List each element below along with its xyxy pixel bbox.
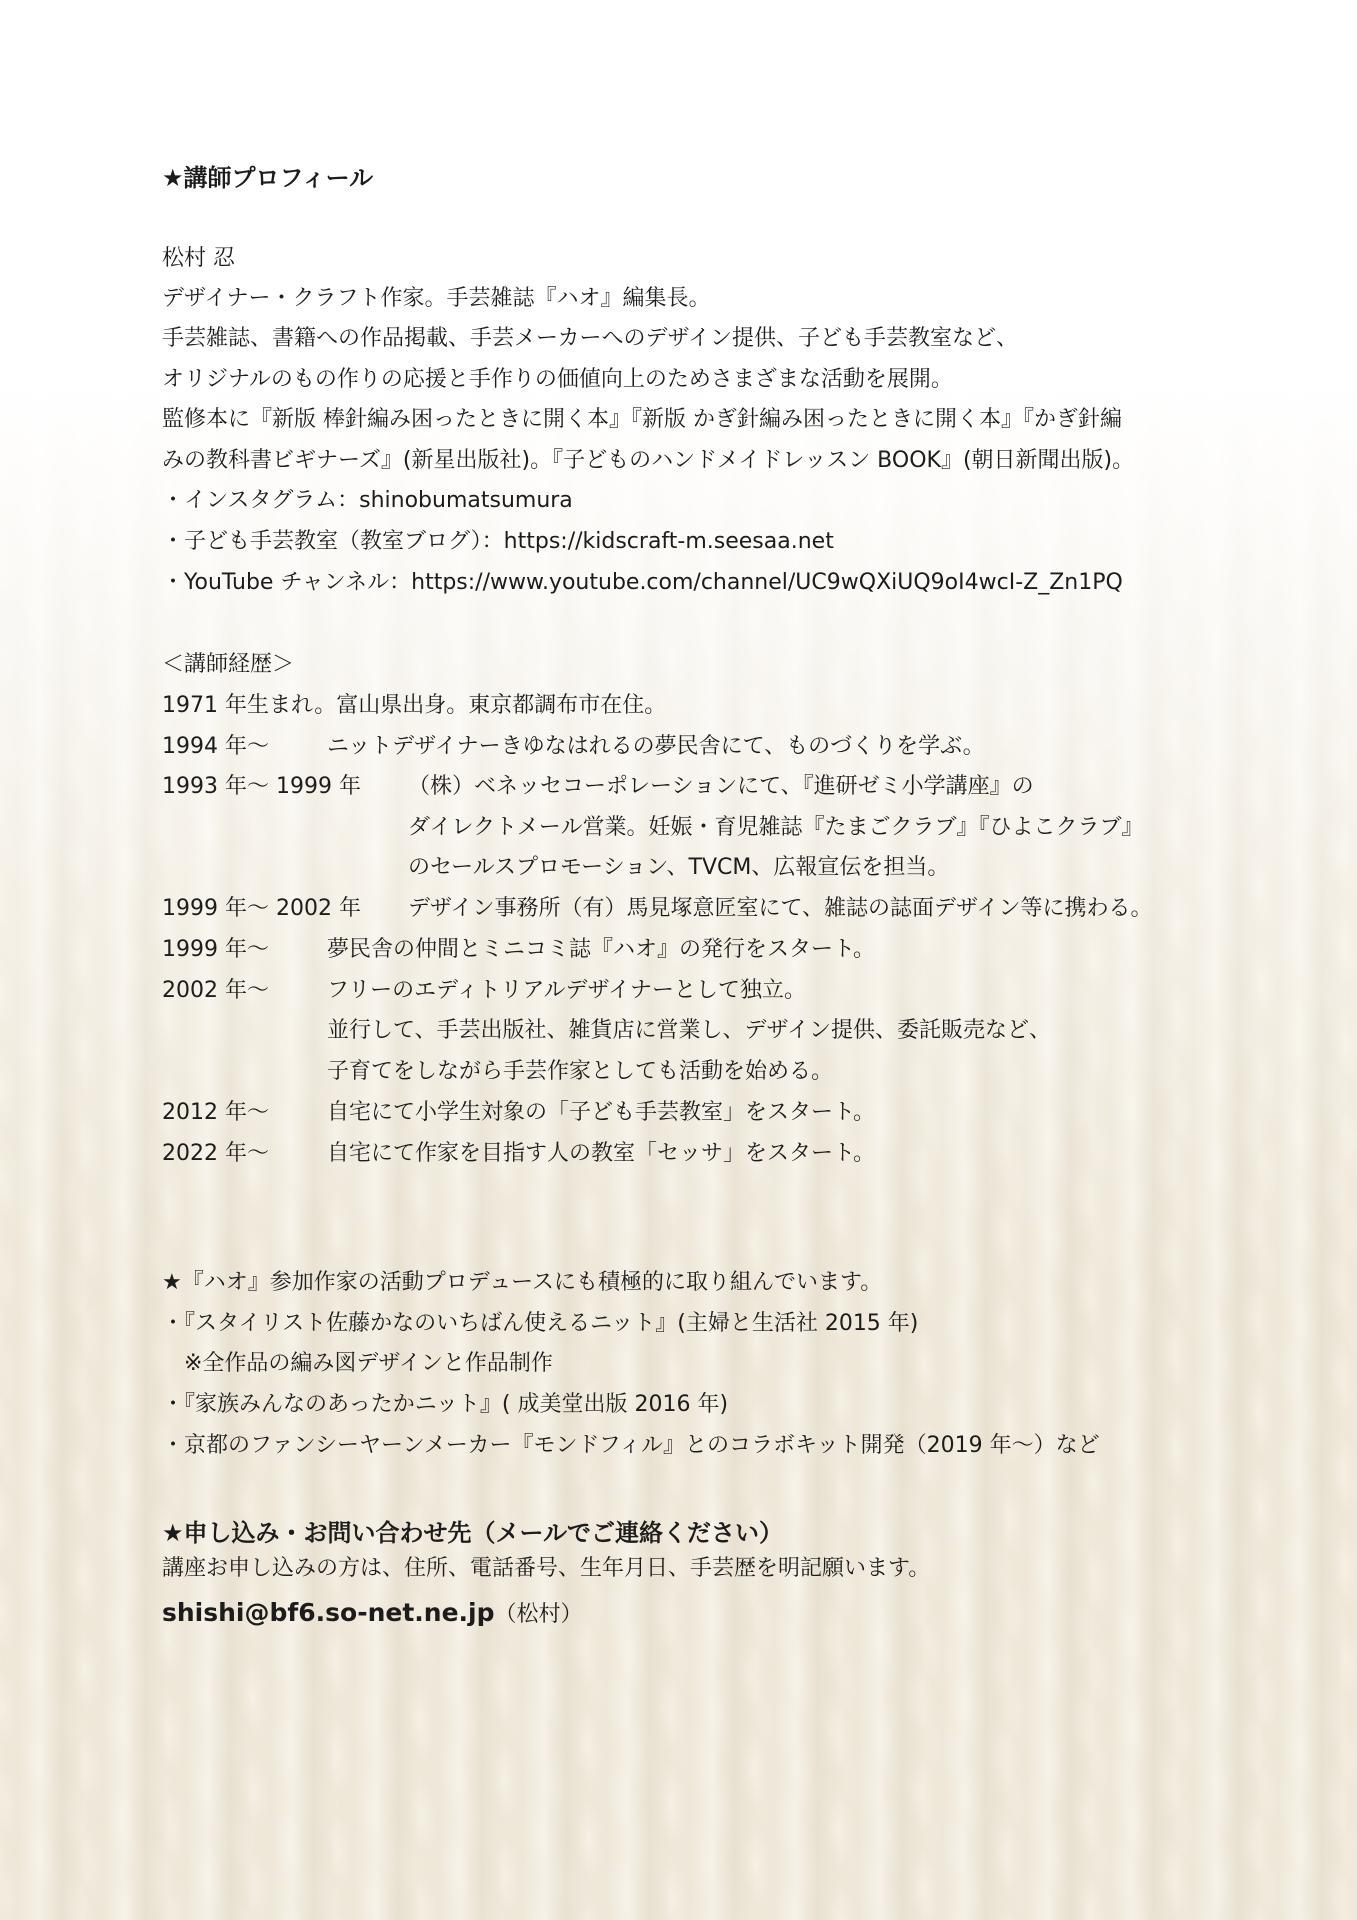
career-desc: フリーのエディトリアルデザイナーとして独立。 (327, 978, 806, 1003)
contact-email-row (162, 1597, 583, 1628)
career-desc: （株）ベネッセコーポレーションにて、『進研ゼミ小学講座』の (408, 774, 1034, 799)
produce-heading: ★『ハオ』参加作家の活動プロデュースにも積極的に取り組んでいます。 (162, 1270, 883, 1295)
career-year: 2022 年〜 (162, 1141, 269, 1166)
blog-link[interactable]: ・子ども手芸教室（教室ブログ）：https://kidscraft-m.seesaa.net (162, 529, 834, 554)
career-desc: ニットデザイナーきゆなはれるの夢民舎にて、ものづくりを学ぶ。 (327, 734, 985, 759)
instagram-link[interactable]: ・インスタグラム：shinobumatsumura (162, 488, 573, 513)
profile-line: みの教科書ビギナーズ』(新星出版社)。『子どものハンドメイドレッスン BOOK』(朝日新聞出版)。 (162, 448, 1135, 473)
contact-email-suffix: （松村） (494, 1602, 583, 1627)
career-year: 1999 年〜 2002 年 (162, 896, 361, 921)
contact-note: 講座お申し込みの方は、住所、電話番号、生年月日、手芸歴を明記願います。 (162, 1556, 931, 1581)
profile-line: 監修本に『新版 棒針編み困ったときに開く本』『新版 かぎ針編み困ったときに開く本』『かぎ針編 (162, 407, 1122, 432)
career-desc: 自宅にて作家を目指す人の教室「セッサ」をスタート。 (327, 1141, 876, 1166)
produce-item: ・京都のファンシーヤーンメーカー『モンドフィル』とのコラボキット開発（2019 年〜）など (162, 1433, 1100, 1458)
youtube-link[interactable]: ・YouTube チャンネル：https://www.youtube.com/channel/UC9wQXiUQ9oI4wcI-Z_Zn1PQ (162, 570, 1123, 595)
career-desc: 子育てをしながら手芸作家としても活動を始める。 (327, 1059, 834, 1084)
profile-line: オリジナルのもの作りの応援と手作りの価値向上のためさまざまな活動を展開。 (162, 367, 953, 392)
career-year: 1999 年〜 (162, 937, 269, 962)
career-desc: 夢民舎の仲間とミニコミ誌『ハオ』の発行をスタート。 (327, 937, 876, 962)
contact-heading: ★申し込み・お問い合わせ先（メールでご連絡ください） (162, 1519, 784, 1547)
profile-heading: ★講師プロフィール (162, 164, 374, 192)
career-year: 2002 年〜 (162, 978, 269, 1003)
profile-line: デザイナー・クラフト作家。手芸雑誌『ハオ』編集長。 (162, 286, 711, 311)
produce-item-note: ※全作品の編み図デザインと作品制作 (162, 1351, 553, 1376)
career-desc: 自宅にて小学生対象の「子ども手芸教室」をスタート。 (327, 1100, 876, 1125)
produce-item: ・『スタイリスト佐藤かなのいちばん使えるニット』(主婦と生活社 2015 年) (162, 1311, 919, 1336)
produce-item: ・『家族みんなのあったかニット』( 成美堂出版 2016 年) (162, 1392, 729, 1417)
contact-email[interactable]: shishi@bf6.so-net.ne.jp (162, 1598, 495, 1627)
career-year: 2012 年〜 (162, 1100, 269, 1125)
career-year: 1994 年〜 (162, 734, 269, 759)
career-year: 1993 年〜 1999 年 (162, 774, 361, 799)
career-desc: ダイレクトメール営業。妊娠・育児雑誌『たまごクラブ』『ひよこクラブ』 (408, 815, 1144, 840)
career-desc: デザイン事務所（有）馬見塚意匠室にて、雑誌の誌面デザイン等に携わる。 (408, 896, 1153, 921)
career-desc: のセールスプロモーション、TVCM、広報宣伝を担当。 (408, 855, 950, 880)
instructor-name: 松村 忍 (162, 246, 235, 271)
career-intro: 1971 年生まれ。富山県出身。東京都調布市在住。 (162, 693, 667, 718)
profile-line: 手芸雑誌、書籍への作品掲載、手芸メーカーへのデザイン提供、子ども手芸教室など、 (162, 326, 1019, 351)
career-heading: ＜講師経歴＞ (162, 652, 295, 677)
career-desc: 並行して、手芸出版社、雑貨店に営業し、デザイン提供、委託販売など、 (327, 1018, 1052, 1043)
